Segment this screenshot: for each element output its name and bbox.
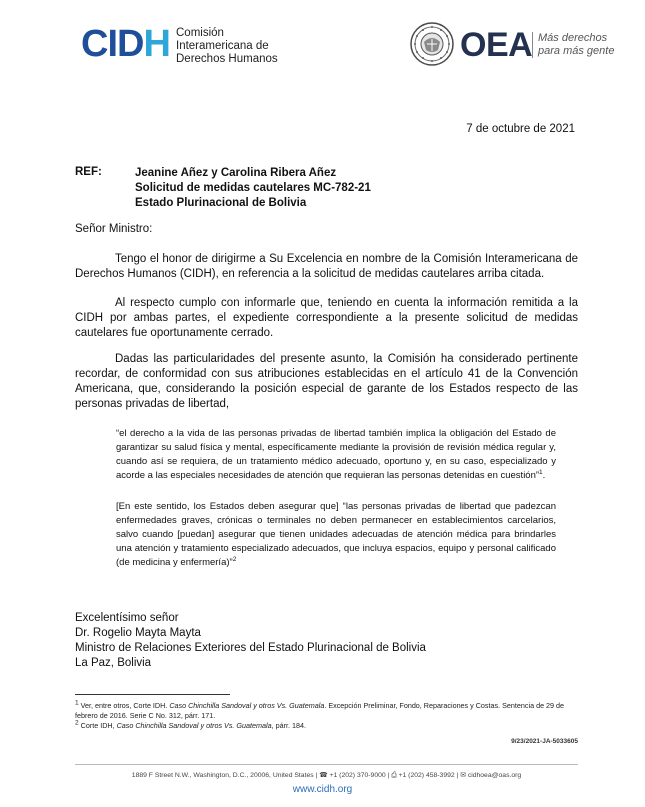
footer-phone: +1 (202) 370-9000 [329, 772, 386, 779]
footnote-ref-1: 1 [539, 468, 543, 476]
footer-email[interactable]: cidhoea@oas.org [467, 772, 522, 779]
quote-1-text: “el derecho a la vida de las personas privadas de libertad también implica la obligación del Estado de garantizar su salud física y mental, específicamente mediante la provisión de revisión médica regular y, cuando así se requiera, de un tratamiento médico adecuado, oportuno y, en su caso, especializado y acorde a las especiales necesidades de atención que requieran las personas detenidas en cuestión” [116, 428, 556, 481]
salutation: Señor Ministro: [75, 223, 153, 235]
document-code: 9/23/2021-JA-5033605 [511, 738, 578, 745]
addressee-block [75, 611, 426, 671]
ref-line: Jeanine Añez y Carolina Ribera Añez [135, 167, 337, 179]
footer-address: 1889 F Street N.W., Washington, D.C., 20006, United States [131, 772, 314, 779]
footer-website-link[interactable]: www.cidh.org [292, 784, 353, 795]
paragraph-1: Tengo el honor de dirigirme a Su Excelencia en nombre de la Comisión Interamericana de Derechos Humanos (CIDH), en referencia a la solicitud de medidas cautelares arriba citada. [75, 253, 578, 280]
separator: | [456, 772, 461, 779]
quote-1 [116, 427, 556, 483]
quote-1-end: . [542, 470, 546, 481]
paragraph-2: Al respecto cumplo con informarle que, teniendo en cuenta la información remitida a la CIDH por ambas partes, el expediente correspondiente a la presente solicitud de medidas cautelares fue oportunamente cerrado. [75, 297, 578, 339]
footer-divider [75, 764, 578, 765]
phone-icon: ☎ [319, 772, 328, 779]
oea-seal-icon [410, 22, 454, 66]
footer-fax: +1 (202) 458-3992 [398, 772, 455, 779]
email-icon: ✉ [460, 772, 466, 779]
footnote-divider [75, 694, 230, 695]
ref-line: Solicitud de medidas cautelares MC-782-21 [135, 182, 371, 194]
ref-line: Estado Plurinacional de Bolivia [135, 197, 307, 209]
footnote-text: . Excepción Preliminar, Fondo, Reparaciones y Costas. Sentencia de 29 de febrero de 2016. Serie C No. 312, párr. 171. [75, 701, 565, 720]
addressee-line: Ministro de Relaciones Exteriores del Estado Plurinacional de Bolivia [75, 642, 426, 654]
footnote-1 [75, 701, 578, 721]
paragraph-3: Dadas las particularidades del presente asunto, la Comisión ha considerado pertinente recordar, de conformidad con sus atribuciones establecidas en el artículo 41 de la Convención Americana, que, considerando la posición especial de garante de los Estados respecto de las personas privadas de libertad, [75, 353, 578, 410]
footnote-text: Ver, entre otros, Corte IDH. [80, 701, 170, 710]
cidh-name-line: Derechos Humanos [176, 53, 278, 65]
footer-contact [75, 771, 578, 780]
cidh-full-name [176, 27, 278, 66]
letter-date: 7 de octubre de 2021 [466, 123, 575, 135]
footnote-case-title: Caso Chinchilla Sandoval y otros Vs. Guatemala [169, 701, 325, 710]
footnote-ref-2: 2 [232, 555, 237, 563]
cidh-wordmark-main: CID [81, 23, 144, 65]
separator: | [315, 772, 320, 779]
cidh-name-line: Interamericana de [176, 40, 269, 52]
addressee-line: La Paz, Bolivia [75, 657, 152, 669]
quote-2-text: [En este sentido, los Estados deben asegurar que] “las personas privadas de libertad que padezcan enfermedades graves, crónicas o terminales no deben permanecer en establecimientos carcelarios, salvo cuando [puedan] asegurar que tienen unidades adecuadas de atención médica para brindarles una atención y tratamiento especializado adecuados, que incluya espacios, equipo y personal calificado (de medicina y enfermería)” [116, 501, 556, 568]
separator: | [387, 772, 392, 779]
footnotes [75, 701, 578, 731]
footnote-number: 2 [75, 719, 79, 727]
footnote-text: , párr. 184. [271, 721, 306, 730]
oea-tagline-line: Más derechos [538, 32, 608, 44]
ref-block [135, 166, 371, 211]
cidh-name-line: Comisión [176, 27, 224, 39]
cidh-wordmark-h: H [143, 23, 170, 65]
oea-tagline-line: para más gente [538, 45, 615, 57]
cidh-wordmark [81, 24, 170, 64]
oea-tagline [538, 32, 614, 58]
ref-label: REF: [75, 166, 102, 178]
footnote-number: 1 [75, 699, 79, 707]
oea-wordmark: OEA [460, 26, 533, 64]
footnote-text: Corte IDH, [80, 721, 117, 730]
footnote-case-title: Caso Chinchilla Sandoval y otros Vs. Guatemala [116, 721, 272, 730]
quote-2 [116, 500, 556, 570]
fax-icon: ⎙ [391, 772, 397, 779]
addressee-line: Dr. Rogelio Mayta Mayta [75, 627, 201, 639]
oea-separator [532, 32, 533, 58]
footnote-2 [75, 721, 578, 731]
addressee-line: Excelentísimo señor [75, 612, 179, 624]
